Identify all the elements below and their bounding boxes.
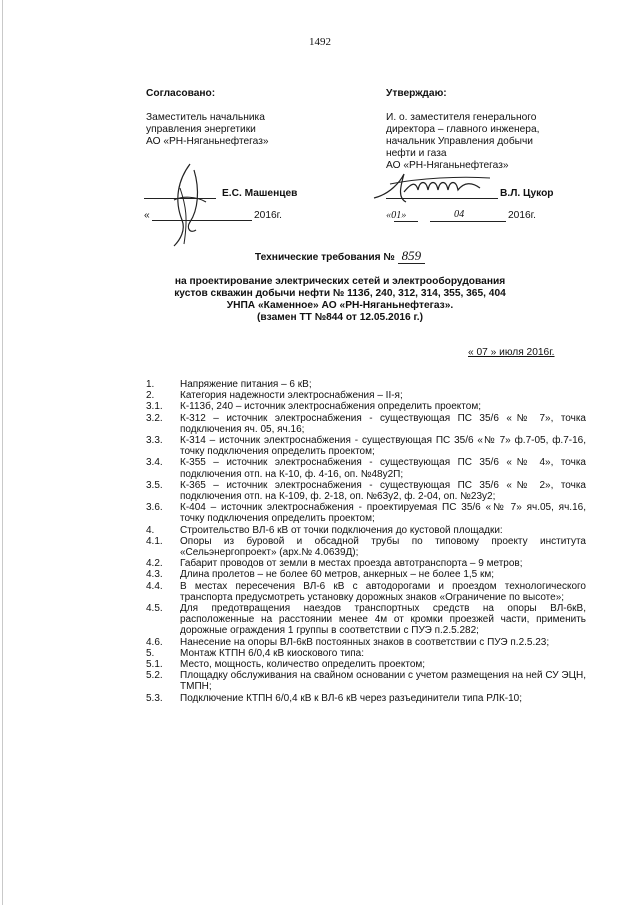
list-item: 3.4. К-355 – источник электроснабжения - существующая ПС 35/6 «№ 4», точка подключения отп. на К-10, ф. 4-16, оп. №48у2П; bbox=[146, 457, 586, 480]
approval-left-block bbox=[146, 88, 346, 148]
list-item: 3.2. К-312 – источник электроснабжения - существующая ПС 35/6 «№ 7», точка подключения яч. 05, яч.16; bbox=[146, 412, 586, 435]
left-date-open-quote: « bbox=[144, 210, 150, 221]
approval-left-line: управления энергетики bbox=[146, 124, 256, 135]
list-item: 5.1. Место, мощность, количество определить проектом; bbox=[146, 659, 426, 671]
right-date-month-line bbox=[430, 221, 506, 222]
list-item: 4.1. Опоры из буровой и обсадной трубы по типовому проекту института «Сельэнергопроект» (арх.№ 4.0639Д); bbox=[146, 535, 586, 559]
subtitle-line: УНПА «Каменное» АО «РН-Няганьнефтегаз». bbox=[226, 300, 454, 311]
list-item: 4.5. Для предотвращения наездов транспортных средств на опоры ВЛ-6кВ, расположенные на расстоянии менее 4м от кромки проезжей части, применить дорожные ограждения 1 группы в соответствии с ПУЭ п.2.5.282; bbox=[146, 603, 586, 637]
left-signer-name: Е.С. Машенцев bbox=[222, 188, 298, 199]
list-item: 4.6. Нанесение на опоры ВЛ-6кВ постоянных знаков в соответствии с ПУЭ п.2.5.23; bbox=[146, 636, 550, 648]
approval-right-line: И. о. заместителя генерального bbox=[386, 112, 537, 123]
left-signature bbox=[160, 160, 220, 250]
list-item: 5.2. Площадку обслуживания на свайном основании с учетом размещения на ней СУ ЭЦН, ТМПН; bbox=[146, 670, 586, 693]
approval-left-line: Заместитель начальника bbox=[146, 112, 265, 123]
title-line: Технические требования № bbox=[254, 252, 395, 263]
list-item: 4.4. В местах пересечения ВЛ-6 кВ с автодорогами и проездом технологического транспорта предусмотреть установку дорожных знаков «Ограничение по высоте»; bbox=[146, 580, 586, 603]
right-date-year: 2016г. bbox=[508, 210, 536, 221]
list-item: 1. Напряжение питания – 6 кВ; bbox=[146, 379, 312, 390]
document-subtitle bbox=[120, 276, 560, 324]
list-item: 4.3. Длина пролетов – не более 60 метров, анкерных – не более 1,5 км; bbox=[146, 569, 495, 581]
title-number: 859 bbox=[398, 248, 426, 264]
right-date-day: «01» bbox=[386, 210, 407, 221]
requirements-list bbox=[146, 379, 586, 704]
subtitle-line: (взамен ТТ №844 от 12.05.2016 г.) bbox=[257, 312, 423, 323]
subtitle-line: на проектирование электрических сетей и электрооборудования bbox=[174, 276, 506, 287]
approval-right-line: нефти и газа bbox=[386, 148, 447, 159]
left-date-line bbox=[152, 220, 252, 221]
approval-left-line: АО «РН-Няганьнефтегаз» bbox=[146, 136, 269, 147]
right-signer-name: В.Л. Цукор bbox=[500, 188, 554, 199]
list-item: 5.3. Подключение КТПН 6/0,4 кВ к ВЛ-6 кВ через разъединители типа РЛК-10; bbox=[146, 692, 522, 704]
document-date: « 07 » июля 2016г. bbox=[468, 347, 555, 358]
left-date-year: 2016г. bbox=[254, 210, 282, 221]
page-number: 1492 bbox=[309, 36, 331, 48]
approval-right-line: начальник Управления добычи bbox=[386, 136, 533, 147]
right-date-day-line bbox=[394, 221, 418, 222]
approval-left-heading: Согласовано: bbox=[146, 88, 216, 99]
approval-right-block bbox=[386, 88, 586, 172]
list-item: 3.3. К-314 – источник электроснабжения - существующая ПС 35/6 «№ 7» ф.7-05, ф.7-16, точку подключения определить проектом; bbox=[146, 435, 586, 458]
subtitle-line: кустов скважин добычи нефти № 113б, 240, 312, 314, 355, 365, 404 bbox=[174, 288, 506, 299]
list-item: 3.6. К-404 – источник электроснабжения - проектируемая ПС 35/6 «№ 7» яч.05, яч.16, точку подключения определить проектом; bbox=[146, 502, 586, 525]
list-item: 3.1. К-113б, 240 – источник электроснабжения определить проектом; bbox=[146, 401, 481, 413]
list-item: 4.2. Габарит проводов от земли в местах проезда автотранспорта – 9 метров; bbox=[146, 558, 523, 570]
approval-right-line: директора – главного инженера, bbox=[386, 124, 540, 135]
list-item: 3.5. К-365 – источник электроснабжения - существующая ПС 35/6 «№ 2», точка подключения отп. на К-109, ф. 2-18, оп. №63у2, ф. 2-04, оп. №23у2; bbox=[146, 479, 586, 503]
approval-right-line: АО «РН-Няганьнефтегаз» bbox=[386, 160, 509, 171]
left-signature-line bbox=[144, 198, 216, 199]
right-date-month: 04 bbox=[454, 209, 465, 220]
right-signature-line bbox=[386, 198, 498, 199]
approval-right-heading: Утверждаю: bbox=[386, 88, 447, 99]
document-title bbox=[120, 250, 560, 264]
scan-edge bbox=[2, 0, 3, 905]
list-item: 2. Категория надежности электроснабжения – II-я; bbox=[146, 390, 403, 402]
list-item: 5. Монтаж КТПН 6/0,4 кВ киоскового типа: bbox=[146, 647, 365, 659]
right-signature bbox=[370, 168, 510, 208]
list-item: 4. Строительство ВЛ-6 кВ от точки подключения до кустовой площадки: bbox=[146, 524, 503, 536]
